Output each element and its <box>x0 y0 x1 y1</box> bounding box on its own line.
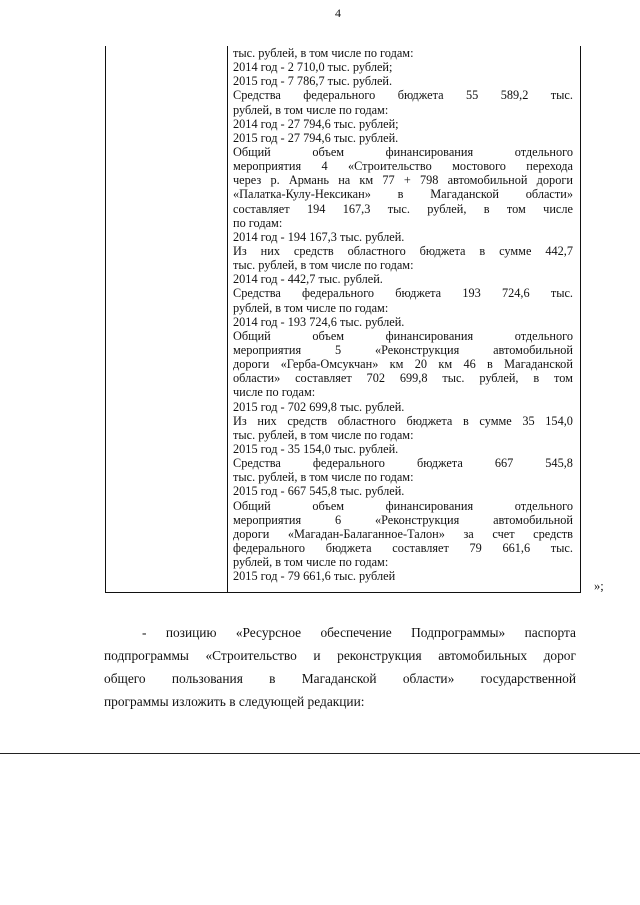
table-word: 55 <box>465 88 479 103</box>
table-word: в <box>533 371 540 386</box>
table-text-line <box>233 414 573 428</box>
instruction-paragraph <box>104 625 576 717</box>
table-word: числе <box>543 201 573 216</box>
table-text-line <box>233 145 573 159</box>
table-text-line: 2015 год - 27 794,6 тыс. рублей. <box>233 130 399 145</box>
paragraph-word: государственной <box>480 671 576 686</box>
table-text-line <box>233 499 573 513</box>
table-text-line <box>233 286 573 300</box>
table-word: 667 <box>494 456 514 471</box>
table-word: мероприятия <box>233 342 302 357</box>
table-word: средств <box>293 243 334 258</box>
table-text-line: 2015 год - 667 545,8 тыс. рублей. <box>233 484 405 499</box>
table-word: «Реконструкция <box>374 342 460 357</box>
table-word: 702 <box>366 371 385 386</box>
table-word: составляет <box>392 540 449 555</box>
closing-quote: »; <box>594 579 604 593</box>
table-word: 545,8 <box>545 456 573 471</box>
table-word: них <box>257 413 277 428</box>
table-text-line: 2015 год - 35 154,0 тыс. рублей. <box>233 441 399 456</box>
paragraph-word: и <box>313 648 321 663</box>
table-word: области» <box>525 187 573 202</box>
paragraph-word: общего <box>104 671 146 686</box>
paragraph-word: Подпрограммы» <box>411 625 506 640</box>
table-word: бюджета <box>395 286 442 301</box>
paragraph-word: позицию <box>165 625 217 640</box>
table-word: тыс. <box>442 371 465 386</box>
table-word: бюджета <box>406 413 453 428</box>
table-text-line: 2015 год - 702 699,8 тыс. рублей. <box>233 399 405 414</box>
table-word: в <box>462 413 469 428</box>
table-word: том <box>553 371 573 386</box>
table-word: 20 <box>414 357 428 372</box>
table-word: объем <box>312 328 345 343</box>
paragraph-word: паспорта <box>524 625 576 640</box>
table-word: 193 <box>462 286 481 301</box>
paragraph-line <box>104 625 576 648</box>
table-word: Общий <box>233 498 271 513</box>
table-word: на <box>338 173 351 188</box>
table-word: них <box>260 243 280 258</box>
table-text-line <box>233 357 573 371</box>
table-column-divider <box>227 46 228 592</box>
table-text-line: 2014 год - 442,7 тыс. рублей. <box>233 272 383 287</box>
table-text-line: 2015 год - 79 661,6 тыс. рублей <box>233 569 396 584</box>
table-text-line: тыс. рублей, в том числе по годам: <box>233 46 414 60</box>
paragraph-word: подпрограммы <box>104 648 189 663</box>
table-word: Армань <box>288 173 330 188</box>
table-word: дороги <box>536 173 573 188</box>
table-word: тыс. <box>550 286 573 301</box>
table-word: в <box>487 357 493 372</box>
table-word: средств <box>287 413 328 428</box>
table-word: «Герба-Омсукчан» <box>280 357 379 372</box>
table-text-line <box>233 88 573 102</box>
table-word: в <box>397 187 404 202</box>
paragraph-word: автомобильных <box>438 648 528 663</box>
table-word: средств <box>533 526 573 541</box>
table-word: дороги <box>233 357 270 372</box>
table-word: 661,6 <box>502 540 531 555</box>
table-word: тыс. <box>387 201 410 216</box>
page-bottom-rule <box>0 753 640 754</box>
paragraph-word: «Ресурсное <box>235 625 302 640</box>
table-word: 589,2 <box>500 88 529 103</box>
table-text-line: рублей, в том числе по годам: <box>233 300 389 315</box>
table-word: области» <box>233 371 281 386</box>
table-text-line: числе по годам: <box>233 385 316 400</box>
table-text-line: тыс. рублей, в том числе по годам: <box>233 258 414 273</box>
table-word: перехода <box>526 159 573 174</box>
table-word: счет <box>492 526 515 541</box>
table-word: Средства <box>233 456 281 471</box>
table-word: мероприятия <box>233 159 302 174</box>
paragraph-word: в <box>269 671 276 686</box>
table-word: объем <box>312 144 345 159</box>
table-text-line <box>233 159 573 173</box>
table-word: объем <box>312 498 345 513</box>
paragraph-line <box>104 694 576 717</box>
paragraph-word: Магаданской <box>301 671 377 686</box>
table-text-line: по годам: <box>233 215 283 230</box>
table-word: бюджета <box>419 243 466 258</box>
table-text-line: 2015 год - 7 786,7 тыс. рублей. <box>233 74 393 89</box>
paragraph-word: реконструкция <box>337 648 422 663</box>
table-word: отдельного <box>514 144 573 159</box>
table-word: мероприятия <box>233 512 302 527</box>
table-word: 77 <box>382 173 395 188</box>
table-word: 194 <box>306 201 326 216</box>
paragraph-word: дорог <box>543 648 576 663</box>
paragraph-word: обеспечение <box>320 625 392 640</box>
paragraph-line <box>104 648 576 671</box>
table-word: областного <box>337 413 396 428</box>
table-word: финансирования <box>385 328 474 343</box>
table-word: федерального <box>233 540 306 555</box>
table-word: составляет <box>295 371 352 386</box>
table-word: Средства <box>233 88 281 103</box>
table-word: Общий <box>233 328 271 343</box>
table-text-line: 2014 год - 193 724,6 тыс. рублей. <box>233 314 405 329</box>
table-word: Из <box>233 413 247 428</box>
paragraph-word: пользования <box>171 671 243 686</box>
table-word: дороги <box>233 526 270 541</box>
table-text-line <box>233 173 573 187</box>
table-word: «Магадан-Балаганное-Талон» <box>287 526 445 541</box>
table-text-line <box>233 187 573 201</box>
table-text-line: 2014 год - 2 710,0 тыс. рублей; <box>233 60 393 75</box>
table-word: тыс. <box>550 88 573 103</box>
table-word: автомобильной <box>493 512 573 527</box>
table-word: автомобильной <box>447 173 528 188</box>
table-word: Из <box>233 243 247 258</box>
paragraph-word: «Строительство <box>205 648 297 663</box>
table-word: в <box>483 201 490 216</box>
table-word: 35 <box>522 413 535 428</box>
table-word: 6 <box>334 512 342 527</box>
table-word: бюджета <box>416 456 463 471</box>
table-word: отдельного <box>514 498 573 513</box>
table-text-line <box>233 244 573 258</box>
table-word: 798 <box>419 173 439 188</box>
table-word: «Строительство <box>347 159 432 174</box>
table-word: финансирования <box>385 498 474 513</box>
table-text-line: тыс. рублей, в том числе по годам: <box>233 427 414 442</box>
table-word: сумме <box>479 413 512 428</box>
table-word: составляет <box>233 201 290 216</box>
paragraph-word: - <box>142 625 147 640</box>
table-word: рублей, <box>479 371 519 386</box>
table-word: финансирования <box>385 144 474 159</box>
table-word: км <box>389 357 404 372</box>
table-text-line <box>233 527 573 541</box>
table-word: км <box>438 357 453 372</box>
table-word: мостового <box>452 159 506 174</box>
table-word: 4 <box>321 159 328 174</box>
table-word: том <box>506 201 526 216</box>
table-word: тыс. <box>550 540 573 555</box>
table-word: федерального <box>302 286 375 301</box>
table-text-line: рублей, в том числе по годам: <box>233 102 389 117</box>
table-word: Средства <box>233 286 281 301</box>
table-text-line <box>233 513 573 527</box>
table-word: бюджета <box>325 540 372 555</box>
table-word: автомобильной <box>493 342 573 357</box>
table-text-line: 2014 год - 27 794,6 тыс. рублей; <box>233 116 399 131</box>
table-word: за <box>463 526 474 541</box>
table-word: Общий <box>233 144 271 159</box>
table-word: областного <box>347 243 406 258</box>
table-word: через <box>233 173 262 188</box>
table-word: «Реконструкция <box>374 512 460 527</box>
table-right-cell <box>233 46 573 583</box>
table-text-line <box>233 371 573 385</box>
table-word: 5 <box>334 342 342 357</box>
table-text-line: рублей, в том числе по годам: <box>233 555 389 570</box>
table-word: 167,3 <box>342 201 371 216</box>
table-text-line <box>233 541 573 555</box>
table-word: р. <box>270 173 280 188</box>
table-word: сумме <box>499 243 532 258</box>
paragraph-word: области» <box>402 671 455 686</box>
table-word: федерального <box>303 88 376 103</box>
table-word: 724,6 <box>501 286 530 301</box>
table-word: рублей, <box>427 201 467 216</box>
table-text-line <box>233 202 573 216</box>
table-word: 442,7 <box>545 243 573 258</box>
table-word: 46 <box>463 357 476 372</box>
table-word: отдельного <box>514 328 573 343</box>
table-word: 154,0 <box>545 413 573 428</box>
table-word: «Палатка-Кулу-Нексикан» <box>233 187 371 202</box>
page-number: 4 <box>335 6 341 20</box>
table-word: км <box>359 173 374 188</box>
table-word: Магаданской <box>430 187 499 202</box>
table-word: 699,8 <box>399 371 428 386</box>
paragraph-line <box>104 671 576 694</box>
table-word: федерального <box>312 456 385 471</box>
table-word: бюджета <box>397 88 444 103</box>
paragraph-word: программы изложить в следующей редакции: <box>104 694 365 709</box>
table-text-line <box>233 343 573 357</box>
table-word: 79 <box>469 540 482 555</box>
table-text-line: тыс. рублей, в том числе по годам: <box>233 470 414 485</box>
table-text-line: 2014 год - 194 167,3 тыс. рублей. <box>233 229 405 244</box>
table-text-line <box>233 456 573 470</box>
table-word: Магаданской <box>504 357 573 372</box>
financing-table <box>105 46 581 593</box>
table-word: в <box>479 243 486 258</box>
table-word: + <box>403 173 411 188</box>
table-text-line <box>233 329 573 343</box>
